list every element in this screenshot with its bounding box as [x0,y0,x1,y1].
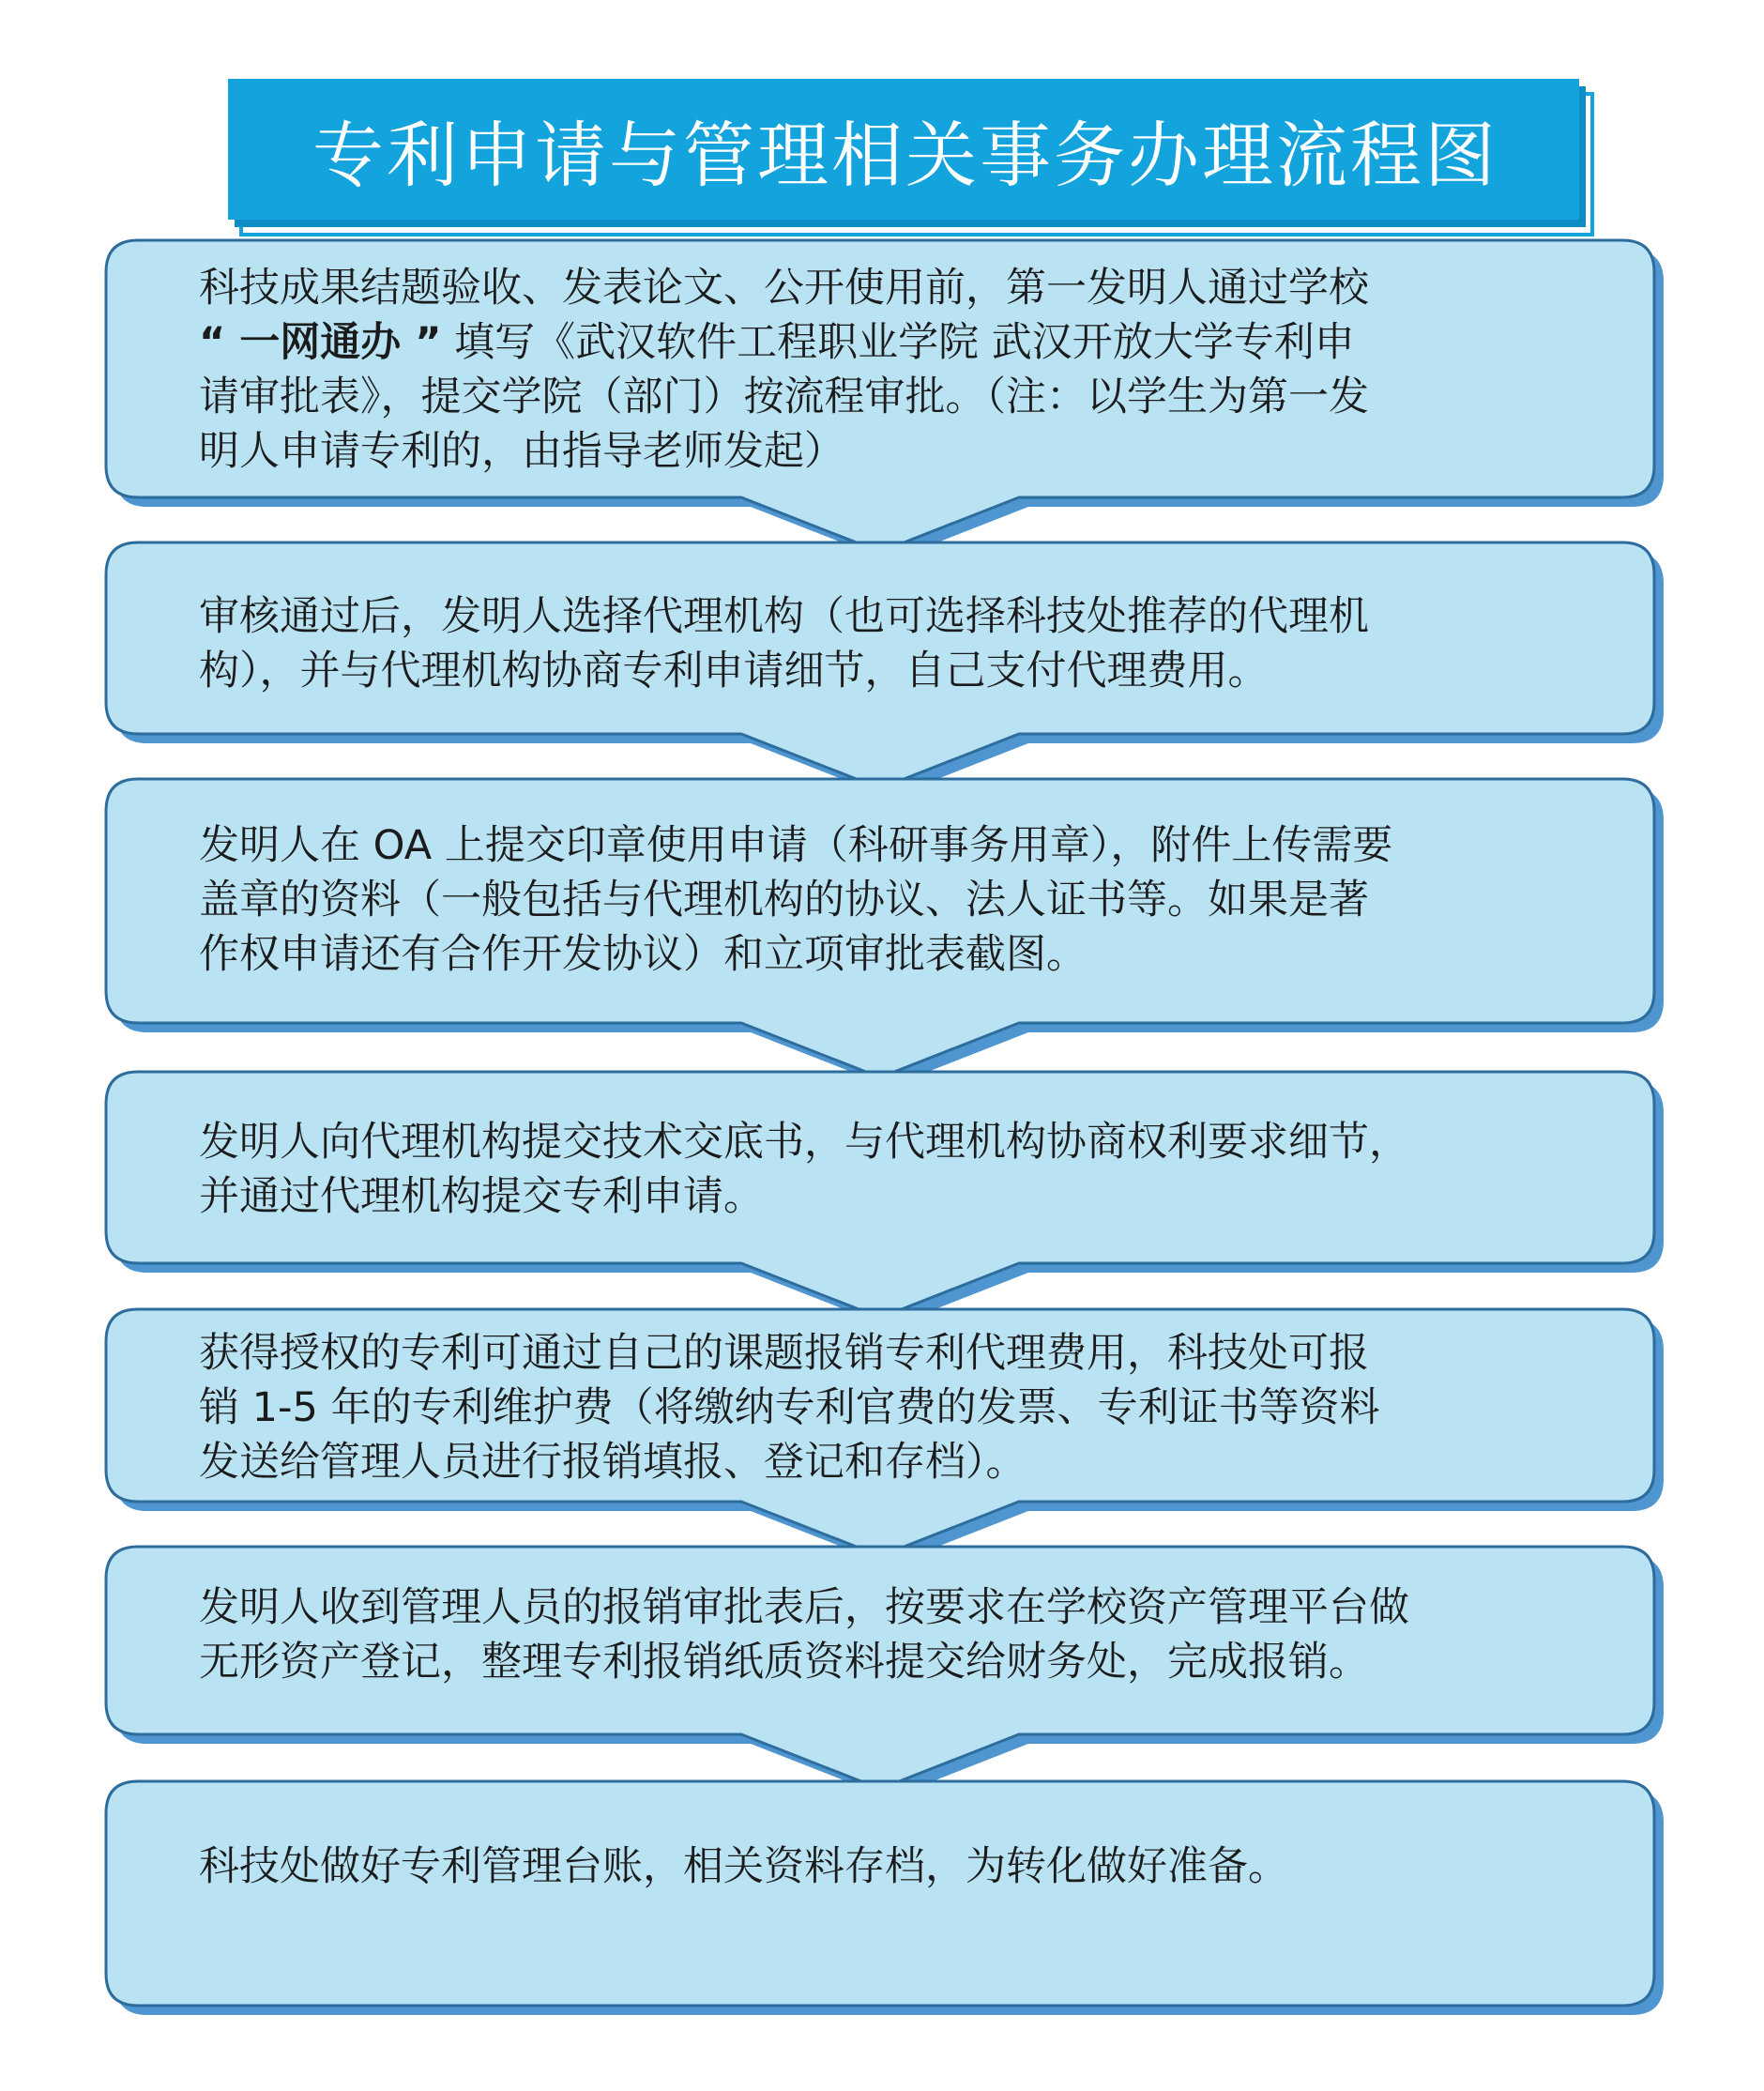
step-text-line: 请审批表》，提交学院（部门）按流程审批。（注：以学生为第一发 [199,374,1369,420]
step-text-line: 审核通过后，发明人选择代理机构（也可选择科技处推荐的代理机 [199,593,1369,640]
step-text-line: 无形资产登记，整理专利报销纸质资料提交给财务处，完成报销。 [199,1639,1369,1686]
page-title: 专利申请与管理相关事务办理流程图 [312,113,1498,197]
step-box-7 [106,1781,1664,2015]
step-text-line: 并通过代理机构提交专利申请。 [199,1173,764,1220]
step-text-line: 发明人向代理机构提交技术交底书，与代理机构协商权利要求细节， [199,1119,1409,1166]
one-network-service-emphasis: “ 一网通办 ” [199,319,442,366]
step-text-1 [199,261,1625,479]
step-text-7 [199,1839,1625,1894]
step-text-2 [199,589,1625,698]
step-text-line: 销 1-5 年的专利维护费（将缴纳专利官费的发票、专利证书等资料 [199,1384,1380,1431]
step-text-line: 科技处做好专利管理台账，相关资料存档，为转化做好准备。 [199,1843,1288,1890]
step-text-3 [199,818,1625,982]
step-text-line: 明人申请专利的，由指导老师发起） [199,428,844,475]
step-text-4 [199,1115,1625,1224]
step-text-line: 发送给管理人员进行报销填报、登记和存档）。 [199,1439,1026,1486]
step-text-line: 盖章的资料（一般包括与代理机构的协议、法人证书等。如果是著 [199,877,1369,923]
step-text-6 [199,1580,1625,1689]
step-text-line: 发明人收到管理人员的报销审批表后，按要求在学校资产管理平台做 [199,1584,1409,1631]
step-text-line: “ 一网通办 ” 填写《武汉软件工程职业学院 武汉开放大学专利申 [199,319,1355,366]
step-text-line: 作权申请还有合作开发协议）和立项审批表截图。 [199,931,1087,978]
step-text-5 [199,1326,1625,1489]
step-text-line: 获得授权的专利可通过自己的课题报销专利代理费用，科技处可报 [199,1330,1369,1377]
step-text-line: 发明人在 OA 上提交印章使用申请（科研事务用章），附件上传需要 [199,822,1393,869]
step-text-line: 科技成果结题验收、发表论文、公开使用前，第一发明人通过学校 [199,265,1369,312]
step-text-line: 构），并与代理机构协商专利申请细节，自己支付代理费用。 [199,648,1269,694]
